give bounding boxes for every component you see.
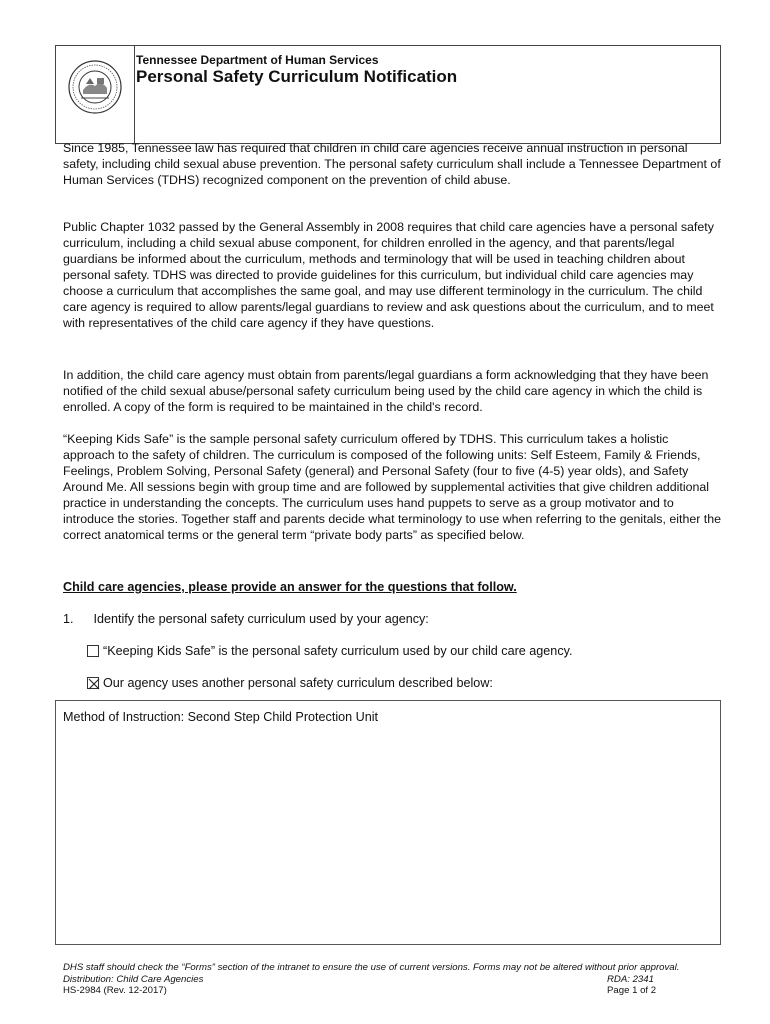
question-text: Identify the personal safety curriculum used by your agency: (93, 612, 429, 626)
footer-row-2 (63, 974, 723, 985)
checkbox-other-curriculum[interactable] (87, 677, 99, 689)
footer-rda: RDA: 2341 (607, 974, 654, 985)
paragraph-4: “Keeping Kids Safe” is the sample personal safety curriculum offered by TDHS. This curriculum takes a holistic approach to the safety of children. The curriculum is composed of the following units: Self Esteem, Family & Friends, Feelings, Problem Solving, Personal Safety (general) and Personal Safety (four to five (4-5) year olds), and Safety Around Me. All sessions begin with group time and are followed by supplemental activities that give children additional practice in understanding the concepts. The curriculum uses hand puppets to serve as a group motivator and to introduce the stories. Together staff and parents decide what terminology to use when referring to the genitals, either the correct anatomical terms or the general term “private body parts” as specified below. (63, 432, 722, 542)
method-of-instruction-text: Method of Instruction: Second Step Child Protection Unit (63, 710, 379, 724)
seal-cell (56, 46, 135, 143)
footer-note: DHS staff should check the “Forms” section of the intranet to ensure the use of current versions. Forms may not be altered without prior approval. (63, 962, 680, 973)
paragraph-2: Public Chapter 1032 passed by the General Assembly in 2008 requires that child care agencies have a personal safety curriculum, including a child sexual abuse component, for children enrolled in the agency, and that parents/legal guardians be informed about the curriculum, methods and terminology that will be used in teaching children about personal safety. TDHS was directed to provide guidelines for this curriculum, but individual child care agencies may choose a curriculum that accomplishes the same goal, and may use different terminology in the curriculum. The child care agency is required to allow parents/legal guardians to review and ask questions about the curriculum, and to meet with representatives of the child care agency if they have questions. (63, 220, 714, 330)
method-of-instruction-field[interactable] (55, 700, 721, 945)
paragraph-1: Since 1985, Tennessee law has required that children in child care agencies receive annual instruction in personal safety, including child sexual abuse prevention. The personal safety curriculum shall include a Tennessee Department of Human Services (TDHS) recognized component on the prevention of child abuse. (63, 141, 721, 187)
footer-distribution: Distribution: Child Care Agencies (63, 974, 204, 985)
question-number: 1. (63, 612, 74, 626)
option-other-curriculum[interactable] (87, 676, 493, 690)
check-x-icon (88, 678, 100, 690)
state-seal-icon (68, 60, 122, 114)
option-keeping-kids-safe-label: “Keeping Kids Safe” is the personal safety curriculum used by our child care agency. (103, 644, 573, 658)
question-1 (63, 612, 429, 626)
footer-form-id: HS-2984 (Rev. 12-2017) (63, 985, 167, 996)
checkbox-keeping-kids-safe[interactable] (87, 645, 99, 657)
option-other-curriculum-label: Our agency uses another personal safety curriculum described below: (103, 676, 493, 690)
footer-row-3 (63, 985, 723, 996)
paragraph-3: In addition, the child care agency must obtain from parents/legal guardians a form acknowledging that they have been notified of the child sexual abuse/personal safety curriculum being used by the child care agency in which the child is enrolled. A copy of the form is required to be maintained in the child's record. (63, 368, 709, 414)
form-header (55, 45, 721, 144)
agency-name: Tennessee Department of Human Services (136, 53, 379, 67)
footer-page-number: Page 1 of 2 (607, 985, 657, 996)
section-heading: Child care agencies, please provide an answer for the questions that follow. (63, 580, 517, 594)
page-title: Personal Safety Curriculum Notification (136, 67, 458, 86)
option-keeping-kids-safe[interactable] (87, 644, 572, 658)
